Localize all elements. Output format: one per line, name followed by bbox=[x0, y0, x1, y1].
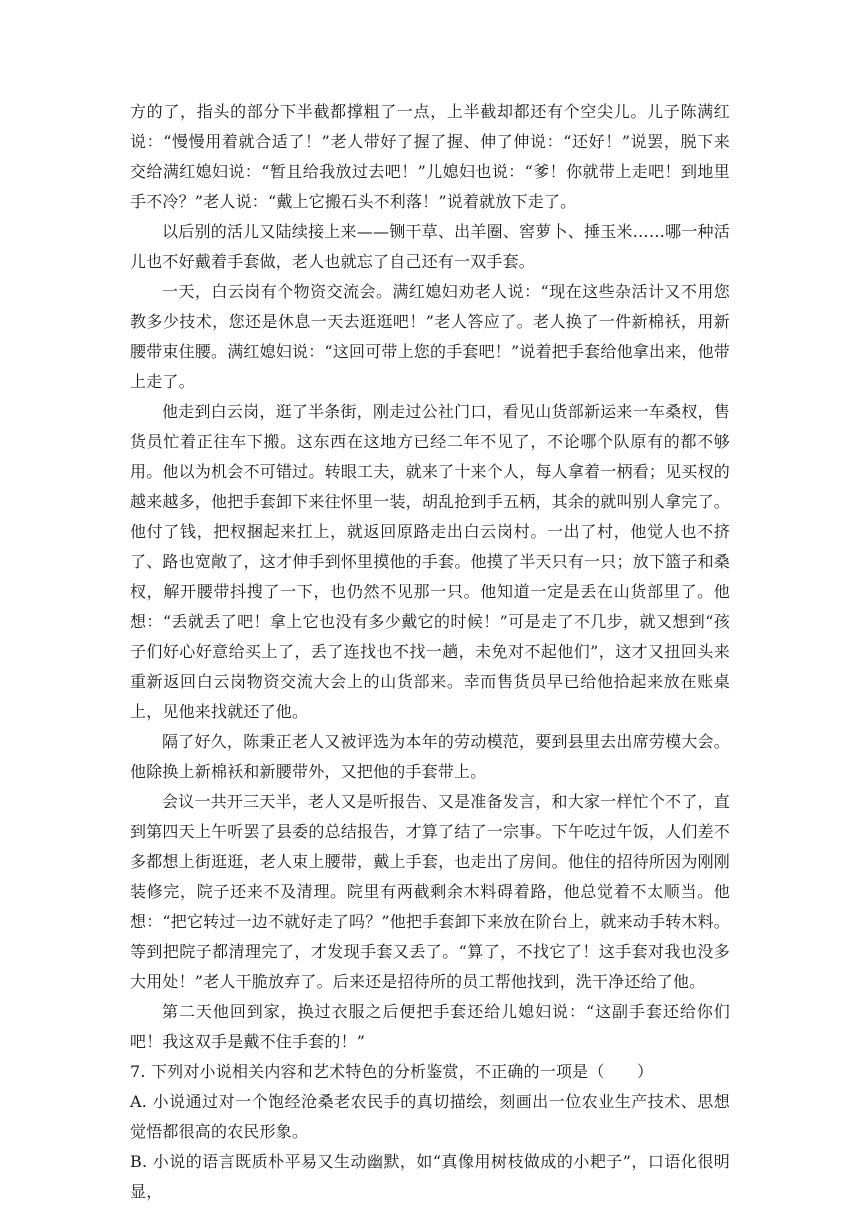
paragraph-6: 会议一共开三天半，老人又是听报告、又是准备发言，和大家一样忙个不了，直到第四天上午听罢了县委的总结报告，才算了结了一宗事。下午吃过午饭，人们差不多都想上街逛逛，老人束上腰带，戴上手套，也走出了房间。他住的招待所因为刚刚装修完，院子还来不及清理。院里有两截剩余木料碍着路，他总觉着不太顺当。他想：“把它转过一边不就好走了吗？”他把手套卸下来放在阶台上，就来动手转木料。等到把院子都清理完了，才发现手套又丢了。“算了，不找它了！这手套对我也没多大用处！”老人干脆放弃了。后来还是招待所的员工帮他找到，洗干净还给了他。 bbox=[130, 792, 730, 991]
question-option-a: A. 小说通过对一个饱经沧桑老农民手的真切描绘，刻画出一位农业生产技术、思想觉悟都很高的农民形象。 bbox=[130, 1092, 730, 1141]
paragraph-4: 他走到白云岗，逛了半条街，刚走过公社门口，看见山货部新运来一车桑杈，售货员忙着正往车下搬。这东西在这地方已经二年不见了，不论哪个队原有的都不够用。他以为机会不可错过。转眼工夫，就来了十来个人，每人拿着一柄看；见买杈的越来越多，他把手套卸下来往怀里一装，胡乱抢到手五柄，其余的就叫别人拿完了。他付了钱，把杈捆起来扛上，就返回原路走出白云岗村。一出了村，他觉人也不挤了、路也宽敞了，这才伸手到怀里摸他的手套。他摸了半天只有一只；放下篮子和桑杈，解开腰带抖搜了一下，也仍然不见那一只。他知道一定是丢在山货部里了。他想：“丢就丢了吧！拿上它也没有多少戴它的时候！”可是走了不几步，就又想到“孩子们好心好意给买上了，丢了连找也不找一趟，未免对不起他们”，这才又扭回头来重新返回白云岗物资交流大会上的山货部来。幸而售货员早已给他拾起来放在账桌上，见他来找就还了他。 bbox=[130, 402, 730, 721]
question-option-b: B. 小说的语言既质朴平易又生动幽默，如“真像用树枝做成的小耙子”，口语化很明显， bbox=[130, 1152, 730, 1201]
paragraph-1: 方的了，指头的部分下半截都撑粗了一点，上半截却都还有个空尖儿。儿子陈满红说：“慢慢用着就合适了！”老人带好了握了握、伸了伸说：“还好！”说罢，脱下来交给满红媳妇说：“暂且给我放过去吧！”儿媳妇也说：“爹！你就带上走吧！到地里手不冷？”老人说：“戴上它搬石头不利落！”说着就放下走了。 bbox=[130, 102, 730, 211]
document-content bbox=[130, 97, 730, 1207]
paragraph-5: 隔了好久，陈秉正老人又被评选为本年的劳动模范，要到县里去出席劳模大会。他除换上新棉袄和新腰带外，又把他的手套带上。 bbox=[130, 732, 730, 781]
paragraph-7: 第二天他回到家，换过衣服之后便把手套还给儿媳妇说：“这副手套还给你们吧！我这双手是戴不住手套的！” bbox=[130, 1002, 730, 1051]
question-stem: 7. 下列对小说相关内容和艺术特色的分析鉴赏，不正确的一项是（ ） bbox=[130, 1062, 654, 1081]
paragraph-2: 以后别的活儿又陆续接上来——铡干草、出羊圈、窖萝卜、捶玉米……哪一种活儿也不好戴着手套做，老人也就忘了自己还有一双手套。 bbox=[130, 222, 730, 271]
paragraph-3: 一天，白云岗有个物资交流会。满红媳妇劝老人说：“现在这些杂活计又不用您教多少技术，您还是休息一天去逛逛吧！”老人答应了。老人换了一件新棉袄，用新腰带束住腰。满红媳妇说：“这回可带上您的手套吧！”说着把手套给他拿出来，他带上走了。 bbox=[130, 282, 730, 391]
